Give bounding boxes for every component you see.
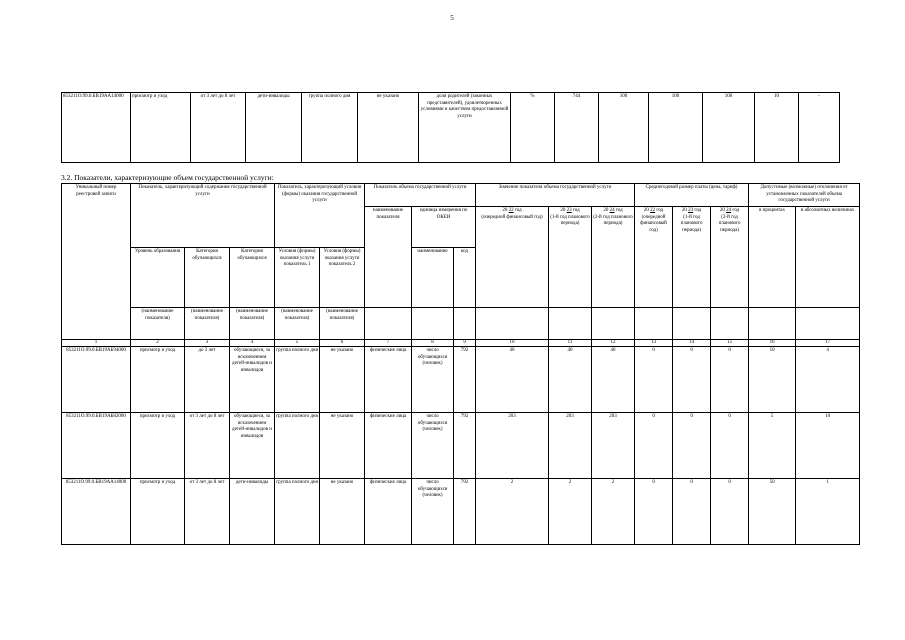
- cell: 0: [635, 413, 673, 479]
- section-heading: 3.2. Показатели, характеризующие объем государственной услуги:: [61, 173, 274, 182]
- col-number: 15: [711, 340, 749, 347]
- col-number: 9: [454, 340, 476, 347]
- col-number: 17: [796, 340, 860, 347]
- cell: дети-инвалиды: [230, 479, 275, 545]
- cell: 0: [673, 413, 711, 479]
- col-number: 7: [365, 340, 412, 347]
- header-content: Показатель, характеризующий содержание государственной услуги: [131, 184, 275, 248]
- header-unit: единица измерения по ОКЕИ: [412, 207, 476, 248]
- quality-indicator-table: [61, 92, 840, 163]
- col-number: 10: [476, 340, 549, 347]
- cell-code: 853211О.99.0.БВ19АА14000: [62, 93, 131, 163]
- col-number: 4: [230, 340, 275, 347]
- cell: группа полного дня: [275, 347, 320, 413]
- col-number: 2: [131, 340, 185, 347]
- cell: 792: [454, 479, 476, 545]
- header-deviation: Допустимые (возможные) отклонения от установленных показателей объема государственной услуги: [749, 184, 860, 207]
- cell: 203: [592, 413, 635, 479]
- header-values: Значение показателя объема государственной услуги: [476, 184, 635, 207]
- cell: физические лица: [365, 347, 412, 413]
- cell: 40: [592, 347, 635, 413]
- col-number: 1: [62, 340, 131, 347]
- cell: 0: [635, 479, 673, 545]
- cell: 40: [549, 347, 592, 413]
- cell: от 3 лет до 8 лет: [191, 93, 246, 163]
- cell: 744: [555, 93, 599, 163]
- cell: не указано: [358, 93, 419, 163]
- header-sub: Уровень образования: [131, 248, 185, 308]
- header-name-note: (наименование показателя): [320, 308, 365, 340]
- cell: 0: [673, 347, 711, 413]
- cell: не указано: [320, 413, 365, 479]
- empty-cell: [796, 308, 860, 340]
- cell: 0: [711, 347, 749, 413]
- cell: 0: [673, 479, 711, 545]
- cell: присмотр и уход: [131, 93, 191, 163]
- table-row: [62, 93, 840, 163]
- cell: 1: [796, 479, 860, 545]
- cell: 100: [599, 93, 649, 163]
- header-sub: Условия (формы) оказания услуги показатель 2: [320, 248, 365, 308]
- empty-cell: [673, 308, 711, 340]
- header-conditions: Показатель, характеризующий условия (формы) оказания государственной услуги: [275, 184, 365, 248]
- col-number: 13: [635, 340, 673, 347]
- cell: группа полного дня: [275, 479, 320, 545]
- cell: 10: [755, 93, 799, 163]
- col-number: 12: [592, 340, 635, 347]
- cell: -: [799, 93, 840, 163]
- cell: 50: [749, 479, 796, 545]
- cell: 792: [454, 347, 476, 413]
- header-row: [62, 184, 860, 207]
- header-fee-year-2: 20 23 год (1-й год планового периода): [673, 207, 711, 308]
- empty-cell: [476, 308, 549, 340]
- empty-cell: [412, 308, 454, 340]
- empty-cell: [365, 308, 412, 340]
- header-absolute: в абсолютных величинах: [796, 207, 860, 308]
- empty-cell: [549, 308, 592, 340]
- cell: от 3 лет до 8 лет: [185, 479, 230, 545]
- cell: обучающиеся, за исключением детей-инвалидов и инвалидов: [230, 413, 275, 479]
- cell: число обучающихся (человек): [412, 479, 454, 545]
- cell: %: [511, 93, 555, 163]
- cell: присмотр и уход: [131, 413, 185, 479]
- empty-cell: [635, 308, 673, 340]
- header-name-note: (наименование показателя): [185, 308, 230, 340]
- cell: не указано: [320, 479, 365, 545]
- table-row: [62, 413, 860, 479]
- cell: 4: [796, 347, 860, 413]
- empty-cell: [592, 308, 635, 340]
- cell: доля родителей (законных представителей), удовлетворенных условиями и качеством предоставляемой услуги: [419, 93, 511, 163]
- cell: 2: [549, 479, 592, 545]
- header-percent: в процентах: [749, 207, 796, 308]
- col-number: 3: [185, 340, 230, 347]
- header-unit-name: наименование: [412, 248, 454, 308]
- table-row: [62, 347, 860, 413]
- cell: от 3 лет до 8 лет: [185, 413, 230, 479]
- header-fee-year-3: 20 24 год (2-й год планового периода): [711, 207, 749, 308]
- cell: 203: [476, 413, 549, 479]
- cell: 40: [476, 347, 549, 413]
- header-row: [62, 308, 860, 340]
- cell: 2: [476, 479, 549, 545]
- cell: 10: [749, 347, 796, 413]
- col-number: 11: [549, 340, 592, 347]
- cell: 100: [703, 93, 755, 163]
- header-name-note: (наименование показателя): [275, 308, 320, 340]
- page-number: 5: [450, 14, 454, 22]
- cell-code: 853211О.99.0.БВ19АБ82000: [62, 413, 131, 479]
- header-sub: Категория обучающихся: [230, 248, 275, 308]
- cell: до 3 лет: [185, 347, 230, 413]
- cell: 100: [649, 93, 703, 163]
- cell: 0: [711, 413, 749, 479]
- header-year-3: 20 24 год (2-й год планового периода): [592, 207, 635, 308]
- cell: не указано: [320, 347, 365, 413]
- col-number: 6: [320, 340, 365, 347]
- cell: 10: [796, 413, 860, 479]
- header-sub: Условия (формы) оказания услуги показатель 1: [275, 248, 320, 308]
- cell: дети-инвалиды: [246, 93, 302, 163]
- header-sub: Категория обучающихся: [185, 248, 230, 308]
- header-fee: Среднегодовой размер платы (цена, тариф): [635, 184, 749, 207]
- empty-cell: [454, 308, 476, 340]
- cell: обучающиеся, за исключением детей-инвалидов и инвалидов: [230, 347, 275, 413]
- cell: 0: [711, 479, 749, 545]
- header-indicator-name: наименование показателя: [365, 207, 412, 308]
- header-year-1: 20 22 год (очередной финансовый год): [476, 207, 549, 308]
- header-fee-year-1: 20 22 год (очередной финансовый год): [635, 207, 673, 308]
- cell-code: 853211О.99.0.БВ19АА14000: [62, 479, 131, 545]
- cell-code: 853211О.99.0.БВ19АБ94000: [62, 347, 131, 413]
- volume-indicator-table: [61, 183, 860, 545]
- cell: присмотр и уход: [131, 479, 185, 545]
- cell: физические лица: [365, 413, 412, 479]
- header-name-note: (наименование показателя): [230, 308, 275, 340]
- cell: присмотр и уход: [131, 347, 185, 413]
- cell: 2: [592, 479, 635, 545]
- header-code: Уникальный номер реестровой записи: [62, 184, 131, 340]
- table-row: [62, 479, 860, 545]
- cell: 0: [635, 347, 673, 413]
- col-number: 16: [749, 340, 796, 347]
- column-number-row: [62, 340, 860, 347]
- header-unit-code: код: [454, 248, 476, 308]
- cell: 203: [549, 413, 592, 479]
- header-name-note: (наименование показателя): [131, 308, 185, 340]
- col-number: 8: [412, 340, 454, 347]
- cell: число обучающихся (человек): [412, 347, 454, 413]
- cell: число обучающихся (человек): [412, 413, 454, 479]
- col-number: 14: [673, 340, 711, 347]
- header-year-2: 20 23 год (1-й год планового периода): [549, 207, 592, 308]
- cell: группа полного дня: [302, 93, 358, 163]
- cell: 792: [454, 413, 476, 479]
- header-volume: Показатель объема государственной услуги: [365, 184, 476, 207]
- empty-cell: [711, 308, 749, 340]
- cell: физические лица: [365, 479, 412, 545]
- cell: группа полного дня: [275, 413, 320, 479]
- empty-cell: [749, 308, 796, 340]
- col-number: 5: [275, 340, 320, 347]
- cell: 5: [749, 413, 796, 479]
